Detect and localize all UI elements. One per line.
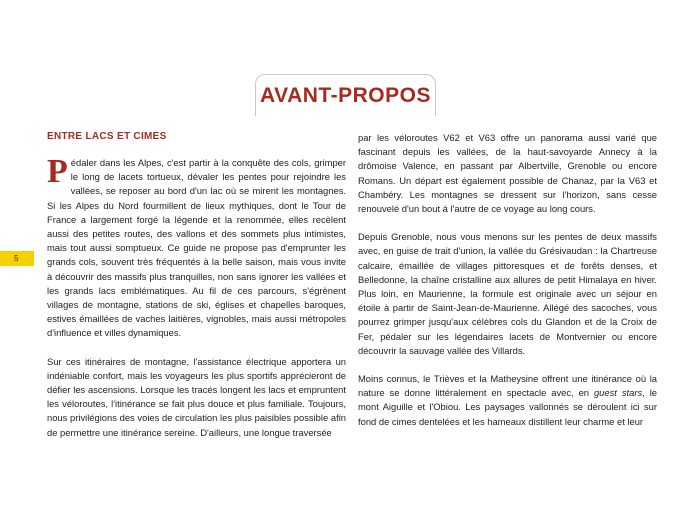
left-column <box>47 131 346 440</box>
paragraph-trieves-text-a: Moins connus, le Trièves et la Matheysine offrent une itinérance où la nature se donne littéralement en spectacle avec, en <box>358 373 657 399</box>
paragraph-intro-text: édaler dans les Alpes, c'est partir à la conquête des cols, grimper le long de lacets tortueux, dévaler les pentes pour rejoindre les vallées, se reposer au bord d'un lac où se mirent les montagnes. Si les Alpes du Nord fourmillent de lieux mythiques, dont le Tour de France a largement forgé la légende et la renommée, elles recèlent aussi des petites routes, des vallons et des sommets plus intimistes, mais tout aussi somptueux. Ce guide ne propose pas d'emprunter les grands cols, souvent très fréquentés à la belle saison, mais vous invite à découvrir des massifs plus tranquilles, non sans ignorer les vallées et les grands lacs emblématiques. Au fil de ces parcours, s'égrènent villages de montagne, stations de ski, églises et chapelles baroques, estives émaillées de vaches laitières, vignobles, mais aussi métropoles d'influence et villes dynamiques. <box>47 157 346 339</box>
paragraph-grenoble: Depuis Grenoble, nous vous menons sur les pentes de deux massifs avec, en guise de trait d'union, la vallée du Grésivaudan : la Chartreuse calcaire, émaillée de villages pittoresques et de forêts denses, et Belledonne, la chaîne cristalline aux allures de petit Himalaya en hiver. Plus loin, en Maurienne, la formule est originale avec un séjour en étoile à partir de Saint-Jean-de-Maurienne. Allégé des sacoches, vous pourrez grimper jusqu'aux célèbres cols du Glandon et de la Croix de Fer, pédaler sur les légendaires lacets de Montvernier ou encore découvrir la sauvage vallée des Villards. <box>358 231 657 356</box>
page-number-tab <box>0 251 34 266</box>
page-number: 5 <box>14 254 19 263</box>
paragraph-intro <box>47 153 346 341</box>
paragraph-trieves-text-b: , le mont Aiguille et l'Obiou. Les paysages vallonnés se déroulent ici sur fond de cimes dentelées et les hameaux distillent leur charme et leur <box>358 387 657 427</box>
paragraph-trieves <box>358 372 657 429</box>
guest-stars-emphasis: guest stars <box>593 387 643 399</box>
drop-cap: P <box>47 153 68 190</box>
section-heading: ENTRE LACS ET CIMES <box>47 131 167 142</box>
page-title: AVANT-PROPOS <box>260 83 431 107</box>
paragraph-itineraries: Sur ces itinéraires de montagne, l'assistance électrique apportera un indéniable confort, mais les voyageurs les plus sportifs apprécieront de défier les ascensions. Lorsque les tracés longent les lacs et empruntent les véloroutes, l'itinérance se fait plus douce et plus familiale. Toujours, nous privilégions des voies de circulation les plus paisibles possible afin de permettre une itinérance sereine. D'ailleurs, une longue traversée <box>47 355 346 438</box>
paragraph-veloroutes: par les véloroutes V62 et V63 offre un panorama aussi varié que fascinant depuis les vallées, de la haut-savoyarde Annecy à la drômoise Valence, en passant par Albertville, Grenoble ou encore Romans. Un départ est également possible de Chanaz, par la V63 et Chambéry. Les montagnes se dressent sur l'horizon, sans cesse renouvelé d'un bout à l'autre de ce voyage au long cours. <box>358 132 657 215</box>
title-frame <box>255 74 436 116</box>
right-column <box>358 131 657 429</box>
